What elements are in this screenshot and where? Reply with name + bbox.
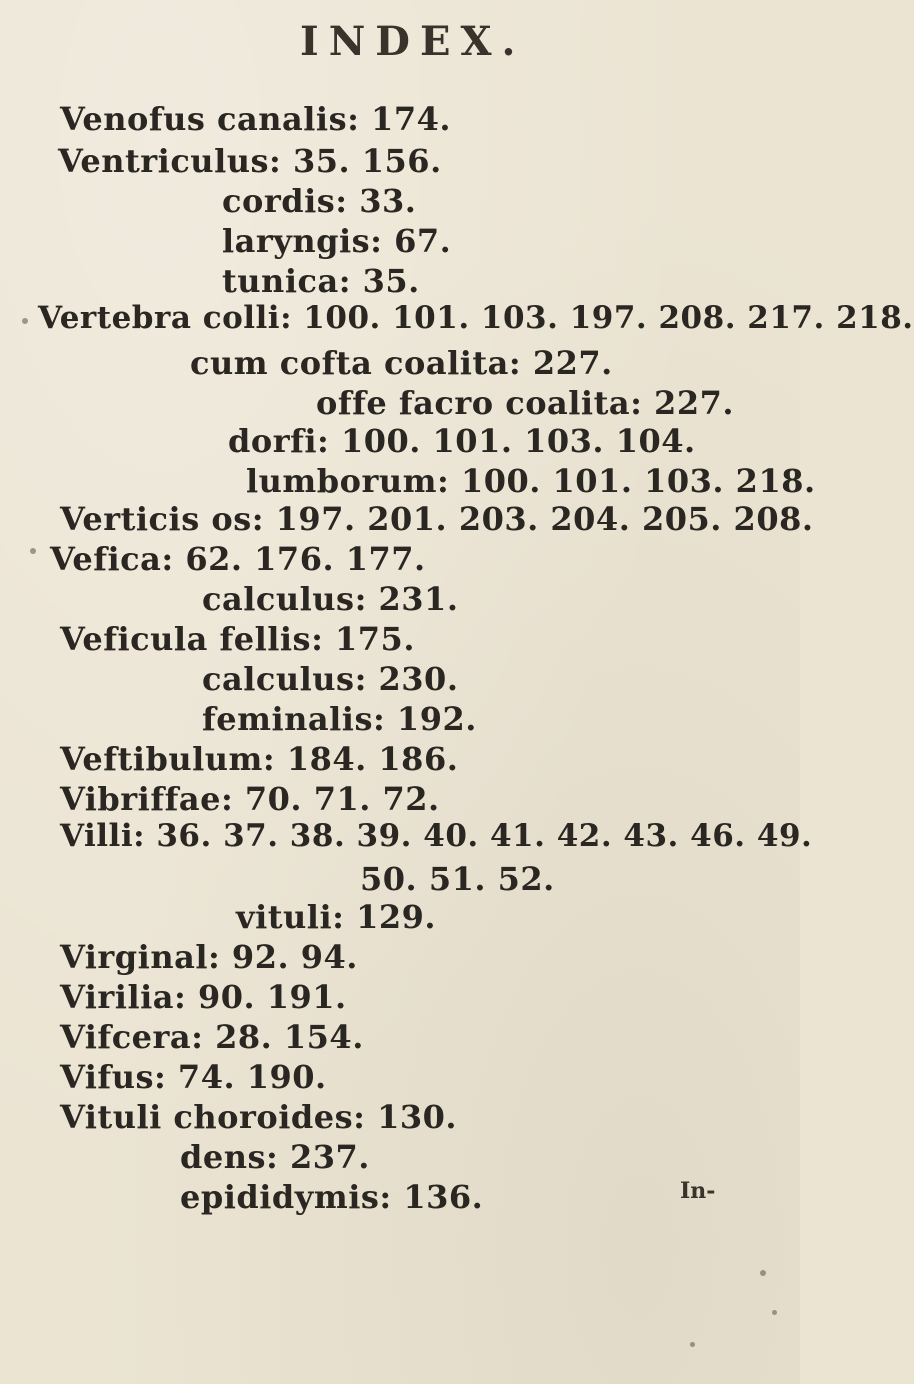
catchword: In- <box>680 1178 716 1204</box>
index-entry: Veftibulum: 184. 186. <box>60 740 459 778</box>
index-entry: laryngis: 67. <box>222 222 452 260</box>
index-entry: 50. 51. 52. <box>360 860 555 898</box>
ink-speck <box>690 1342 695 1347</box>
index-entry: calculus: 231. <box>202 580 459 618</box>
index-entry: Vifus: 74. 190. <box>60 1058 327 1096</box>
index-entry: tunica: 35. <box>222 262 420 300</box>
index-entry: epididymis: 136. <box>180 1178 484 1216</box>
running-head: INDEX. <box>300 18 526 65</box>
index-entry: Ventriculus: 35. 156. <box>58 142 442 180</box>
index-entry: Veficula fellis: 175. <box>60 620 415 658</box>
index-entry: lumborum: 100. 101. 103. 218. <box>246 462 816 500</box>
index-entry: Villi: 36. 37. 38. 39. 40. 41. 42. 43. 46. 49. <box>60 818 813 854</box>
ink-speck <box>772 1310 777 1315</box>
ink-speck <box>30 548 36 554</box>
index-entry: feminalis: 192. <box>202 700 477 738</box>
ink-speck <box>760 1270 766 1276</box>
index-entry: offe facro coalita: 227. <box>316 384 734 422</box>
index-entry: cordis: 33. <box>222 182 417 220</box>
index-entry: cum cofta coalita: 227. <box>190 344 613 382</box>
index-entry: Virginal: 92. 94. <box>60 938 358 976</box>
index-entry: Vituli choroides: 130. <box>60 1098 458 1136</box>
index-entry: calculus: 230. <box>202 660 459 698</box>
index-entry: Vibriffae: 70. 71. 72. <box>60 780 440 818</box>
index-entry: dorfi: 100. 101. 103. 104. <box>228 422 696 460</box>
index-entry: Virilia: 90. 191. <box>60 978 347 1016</box>
index-entry: Vertebra colli: 100. 101. 103. 197. 208. 217. 218. <box>38 300 914 336</box>
index-entry: Vifcera: 28. 154. <box>60 1018 364 1056</box>
ink-speck <box>22 318 28 324</box>
index-entry: Vefica: 62. 176. 177. <box>50 540 426 578</box>
index-entry: Verticis os: 197. 201. 203. 204. 205. 208. <box>60 500 814 538</box>
index-entry: Venofus canalis: 174. <box>60 100 451 138</box>
index-entry: dens: 237. <box>180 1138 370 1176</box>
index-entry: vituli: 129. <box>236 898 436 936</box>
